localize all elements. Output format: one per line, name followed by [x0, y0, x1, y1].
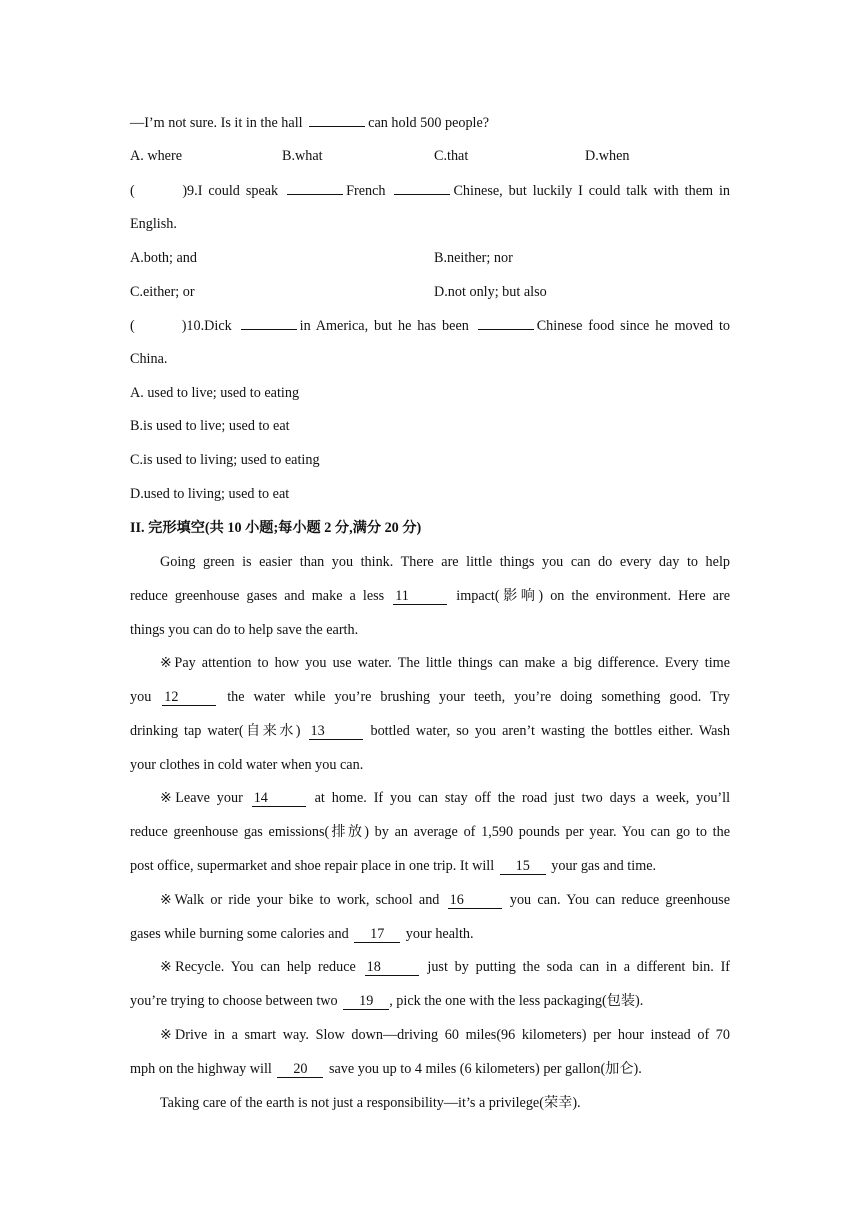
- p6-text-b: save you up to 4 miles (6 kilometers) per gallon(加仑).: [328, 1061, 642, 1077]
- p3-text-b: at home. If you can stay off the road just two days a week, you’ll: [314, 790, 731, 806]
- q8-line: [130, 112, 730, 133]
- q9-blank-1: [287, 180, 343, 195]
- p3-line-3: [130, 856, 730, 876]
- q9-option-c: C.either; or: [130, 284, 195, 300]
- p2-text-b: the water while you’re brushing your teeth, you’re doing something good. Try: [227, 689, 731, 705]
- q10-mid: in America, but he has been: [299, 318, 469, 334]
- q8-option-c: C.that: [434, 148, 469, 164]
- q9-line: [130, 180, 730, 201]
- p4-line-1: [160, 890, 730, 910]
- blank-13: 13: [309, 723, 363, 740]
- blank-11: 11: [393, 588, 447, 605]
- q10-option-a: A. used to live; used to eating: [130, 385, 300, 401]
- blank-17: 17: [354, 926, 400, 943]
- p3-line-2: reduce greenhouse gas emissions(排放) by an average of 1,590 pounds per year. You can go to the: [130, 824, 730, 840]
- blank-12: 12: [162, 689, 216, 706]
- p3-text-c: post office, supermarket and shoe repair place in one trip. It will: [130, 858, 495, 874]
- q10-option-d: D.used to living; used to eat: [130, 486, 290, 502]
- p6-line-1: ※Drive in a smart way. Slow down—driving 60 miles(96 kilometers) per hour instead of 70: [160, 1027, 730, 1043]
- p5-line-1: [160, 957, 730, 977]
- q10-option-c: C.is used to living; used to eating: [130, 452, 320, 468]
- p5-text-b: just by putting the soda can in a different bin. If: [427, 959, 731, 975]
- q8-text-end: can hold 500 people?: [368, 115, 490, 131]
- blank-18: 18: [365, 959, 419, 976]
- q9-cont: English.: [130, 216, 177, 232]
- p1-text-a: reduce greenhouse gases and make a less: [130, 588, 385, 604]
- p5-text-d: , pick the one with the less packaging(包装).: [389, 993, 644, 1009]
- p1-text-b: impact(影响) on the environment. Here are: [456, 588, 731, 604]
- q8-option-d: D.when: [585, 148, 630, 164]
- p5-line-2: [130, 991, 730, 1011]
- q10-blank-2: [478, 315, 534, 330]
- p4-text-c: gases while burning some calories and: [130, 926, 349, 942]
- q9-prefix: ( )9.I could speak: [130, 183, 279, 199]
- q8-blank: [309, 112, 365, 127]
- q9-end: Chinese, but luckily I could talk with them in: [453, 183, 731, 199]
- p5-text-c: you’re trying to choose between two: [130, 993, 338, 1009]
- p4-text-b: you can. You can reduce greenhouse: [509, 892, 730, 908]
- p2-line-1: ※Pay attention to how you use water. The little things can make a big difference. Every time: [160, 655, 730, 671]
- q10-line: [130, 315, 730, 336]
- p6-text-a: mph on the highway will: [130, 1061, 272, 1077]
- q9-mid: French: [346, 183, 386, 199]
- q8-option-b: B.what: [282, 148, 323, 164]
- q10-prefix: ( )10.Dick: [130, 318, 232, 334]
- section-heading: II. 完形填空(共 10 小题;每小题 2 分,满分 20 分): [130, 520, 422, 536]
- p1-line-3: things you can do to help save the earth.: [130, 622, 359, 638]
- q10-end: Chinese food since he moved to: [536, 318, 730, 334]
- p2-text-d: bottled water, so you aren’t wasting the bottles either. Wash: [370, 723, 731, 739]
- p2-text-a: you: [130, 689, 152, 705]
- p3-text-a: ※Leave your: [160, 790, 243, 806]
- p1-line-1: Going green is easier than you think. There are little things you can do every day to help: [160, 554, 730, 570]
- q9-option-d: D.not only; but also: [434, 284, 547, 300]
- blank-20: 20: [277, 1061, 323, 1078]
- p5-text-a: ※Recycle. You can help reduce: [160, 959, 356, 975]
- q8-option-a: A. where: [130, 148, 182, 164]
- p4-text-a: ※Walk or ride your bike to work, school and: [160, 892, 440, 908]
- blank-19: 19: [343, 993, 389, 1010]
- blank-16: 16: [448, 892, 502, 909]
- q9-option-a: A.both; and: [130, 250, 197, 266]
- p6-line-2: [130, 1059, 730, 1079]
- p2-line-2: [130, 687, 730, 707]
- p7-line-1: Taking care of the earth is not just a responsibility—it’s a privilege(荣幸).: [160, 1095, 581, 1111]
- q10-cont: China.: [130, 351, 168, 367]
- p2-line-4: your clothes in cold water when you can.: [130, 757, 364, 773]
- blank-14: 14: [252, 790, 306, 807]
- q9-blank-2: [394, 180, 450, 195]
- p1-line-2: [130, 586, 730, 606]
- blank-15: 15: [500, 858, 546, 875]
- p4-line-2: [130, 924, 730, 944]
- q10-blank-1: [241, 315, 297, 330]
- p4-text-d: your health.: [405, 926, 474, 942]
- p2-text-c: drinking tap water(自来水): [130, 723, 301, 739]
- q8-text: —I’m not sure. Is it in the hall: [130, 115, 303, 131]
- p2-line-3: [130, 721, 730, 741]
- p3-line-1: [160, 788, 730, 808]
- p3-text-d: your gas and time.: [551, 858, 657, 874]
- q10-option-b: B.is used to live; used to eat: [130, 418, 290, 434]
- q9-option-b: B.neither; nor: [434, 250, 513, 266]
